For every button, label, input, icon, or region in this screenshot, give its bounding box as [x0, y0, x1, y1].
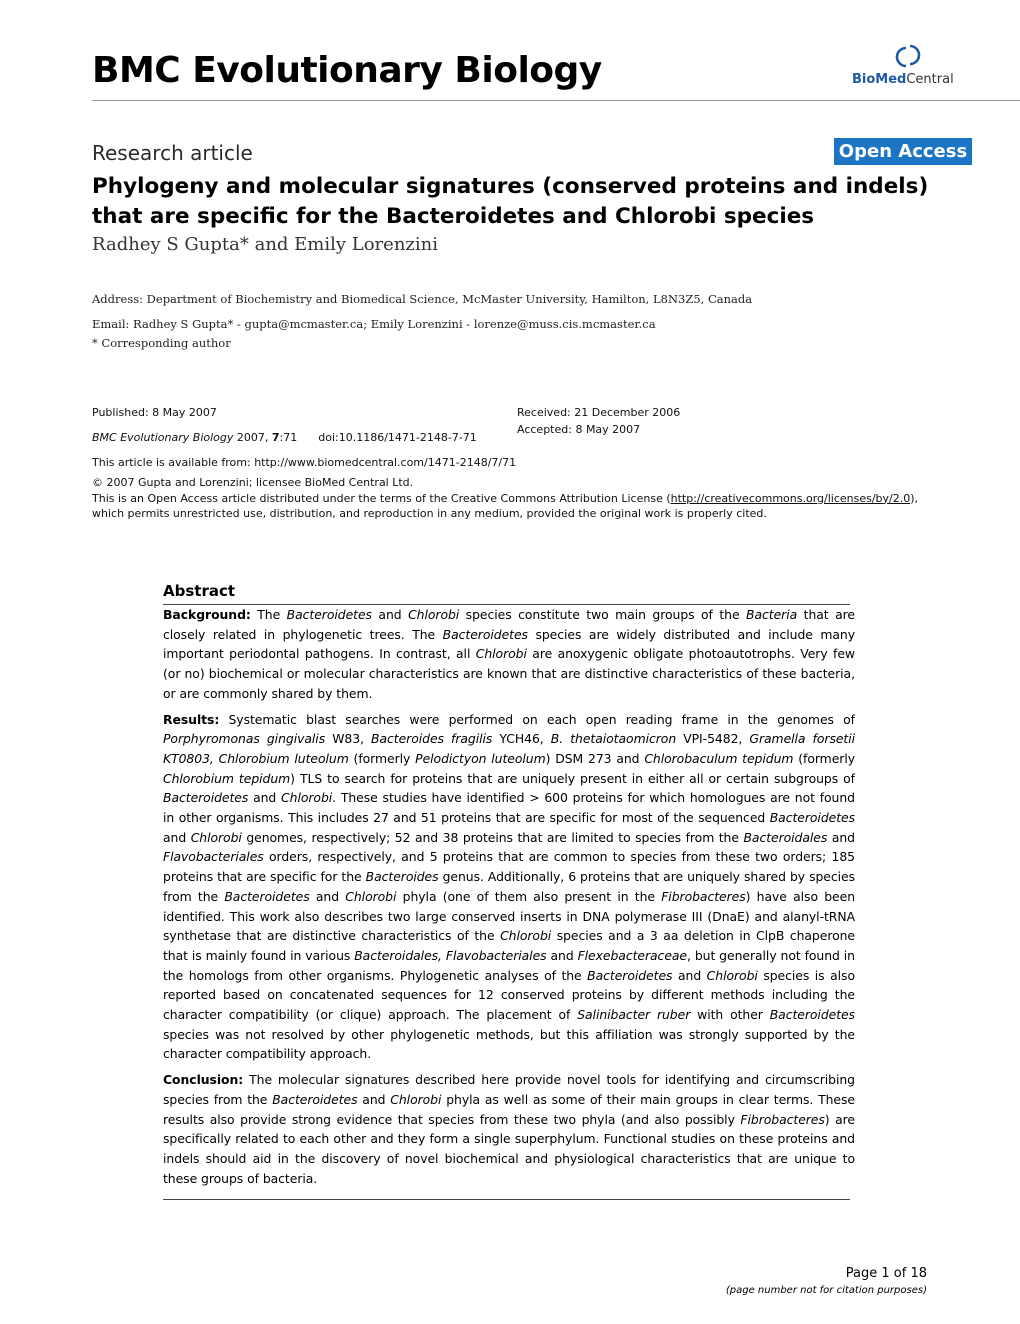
section-type: Research article: [92, 141, 253, 165]
abstract-body: [163, 605, 855, 1194]
logo-bold-text: BioMed: [852, 72, 907, 87]
citation-article: :71: [279, 431, 298, 444]
authors: Radhey S Gupta* and Emily Lorenzini: [92, 234, 438, 255]
license-text: This is an Open Access article distributed under the terms of the Creative Commons Attribution License (: [92, 491, 671, 505]
logo-wordmark: [852, 72, 954, 87]
biomed-central-logo-icon: [848, 44, 968, 72]
doi[interactable]: doi:10.1186/1471-2148-7-71: [318, 431, 477, 444]
citation-journal: BMC Evolutionary Biology: [92, 431, 234, 444]
abstract-divider-bottom: [163, 1199, 850, 1200]
abstract-heading: Abstract: [163, 582, 236, 600]
corresponding-note: * Corresponding author: [92, 336, 231, 350]
author-address: Address: Department of Biochemistry and Biomedical Science, McMaster University, Hamilton, L8N3Z5, Canada: [92, 292, 753, 306]
open-access-badge: Open Access: [834, 138, 972, 165]
copyright-block: [92, 475, 932, 522]
abstract-conclusion: Conclusion: The molecular signatures described here provide novel tools for identifying and circumscribing species from the Bacteroidetes and Chlorobi phyla as well as some of their main groups in clear terms. These results also provide strong evidence that species from these two phyla (and also possibly Fibrobacteres) are specifically related to each other and they form a single superphylum. Functional studies on these proteins and indels should aid in the discovery of novel biochemical and physiological characteristics that are unique to these groups of bacteria.: [163, 1072, 856, 1186]
abstract-background: Background: The Bacteroidetes and Chlorobi species constitute two main groups of the Bacteria that are closely related in phylogenetic trees. The Bacteroidetes species are widely distributed and include many important periodontal pathogens. In contrast, all Chlorobi are anoxygenic obligate photoautotrophs. Very few (or no) biochemical or molecular characteristics are known that are distinctive characteristics of these bacteria, or are commonly shared by them.: [163, 607, 856, 701]
background-label: Background:: [163, 607, 251, 622]
logo-rest-text: Central: [906, 72, 954, 87]
received-date: Received: 21 December 2006: [517, 406, 681, 419]
license-link[interactable]: http://creativecommons.org/licenses/by/2.0: [670, 491, 911, 505]
article-title: Phylogeny and molecular signatures (conserved proteins and indels) that are specific for the Bacteroidetes and Chlorobi species: [92, 174, 929, 229]
abstract-results: Results: Systematic blast searches were performed on each open reading frame in the genomes of Porphyromonas gingivalis W83, Bacteroides fragilis YCH46, B. thetaiotaomicron VPI-5482, Gramella forsetii KT0803, Chlorobium luteolum (formerly Pelodictyon luteolum) DSM 273 and Chlorobaculum tepidum (formerly Chlorobium tepidum) TLS to search for proteins that are uniquely present in either all or certain subgroups of Bacteroidetes and Chlorobi. These studies have identified > 600 proteins for which homologues are not found in other organisms. This includes 27 and 51 proteins that are specific for most of the sequenced Bacteroidetes and Chlorobi genomes, respectively; 52 and 38 proteins that are limited to species from the Bacteroidales and Flavobacteriales orders, respectively, and 5 proteins that are common to species from these two orders; 185 proteins that are specific for the Bacteroides genus. Additionally, 6 proteins that are uniquely shared by species from the Bacteroidetes and Chlorobi phyla (one of them also present in the Fibrobacteres) have also been identified. This work also describes two large conserved inserts in DNA polymerase III (DnaE) and alanyl-tRNA synthetase that are distinctive characteristics of the Chlorobi species and a 3 aa deletion in ClpB chaperone that is mainly found in various Bacteroidales, Flavobacteriales and Flexebacteraceae, but generally not found in the homologs from other organisms. Phylogenetic analyses of the Bacteroidetes and Chlorobi species is also reported based on concatenated sequences for 12 conserved proteins by different methods including the character compatibility (or clique) approach. The placement of Salinibacter ruber with other Bacteroidetes species was not resolved by other phylogenetic methods, but this affiliation was strongly supported by the character compatibility approach.: [163, 711, 856, 1062]
results-label: Results:: [163, 711, 220, 727]
license-line: [92, 491, 932, 507]
citation-year: 2007,: [233, 431, 272, 444]
availability-line[interactable]: This article is available from: http://www.biomedcentral.com/1471-2148/7/71: [92, 456, 517, 469]
citation-volume: 7: [271, 431, 280, 444]
citation: [92, 431, 477, 444]
author-emails[interactable]: Email: Radhey S Gupta* - gupta@mcmaster.ca; Emily Lorenzini - lorenze@muss.cis.mcmaster.ca: [92, 317, 656, 331]
page-number-note: (page number not for citation purposes): [725, 1285, 927, 1296]
copyright-line: © 2007 Gupta and Lorenzini; licensee BioMed Central Ltd.: [92, 476, 414, 489]
header-divider: [92, 100, 1020, 101]
conclusion-label: Conclusion:: [163, 1072, 244, 1088]
biomed-central-logo[interactable]: [848, 44, 968, 92]
license-line-2: which permits unrestricted use, distribution, and reproduction in any medium, provided the original work is properly cited.: [92, 507, 767, 520]
published-date: Published: 8 May 2007: [92, 406, 217, 419]
page-number: Page 1 of 18: [845, 1266, 927, 1281]
accepted-date: Accepted: 8 May 2007: [517, 423, 641, 436]
journal-title: BMC Evolutionary Biology: [92, 50, 602, 91]
license-close: ),: [910, 491, 919, 505]
